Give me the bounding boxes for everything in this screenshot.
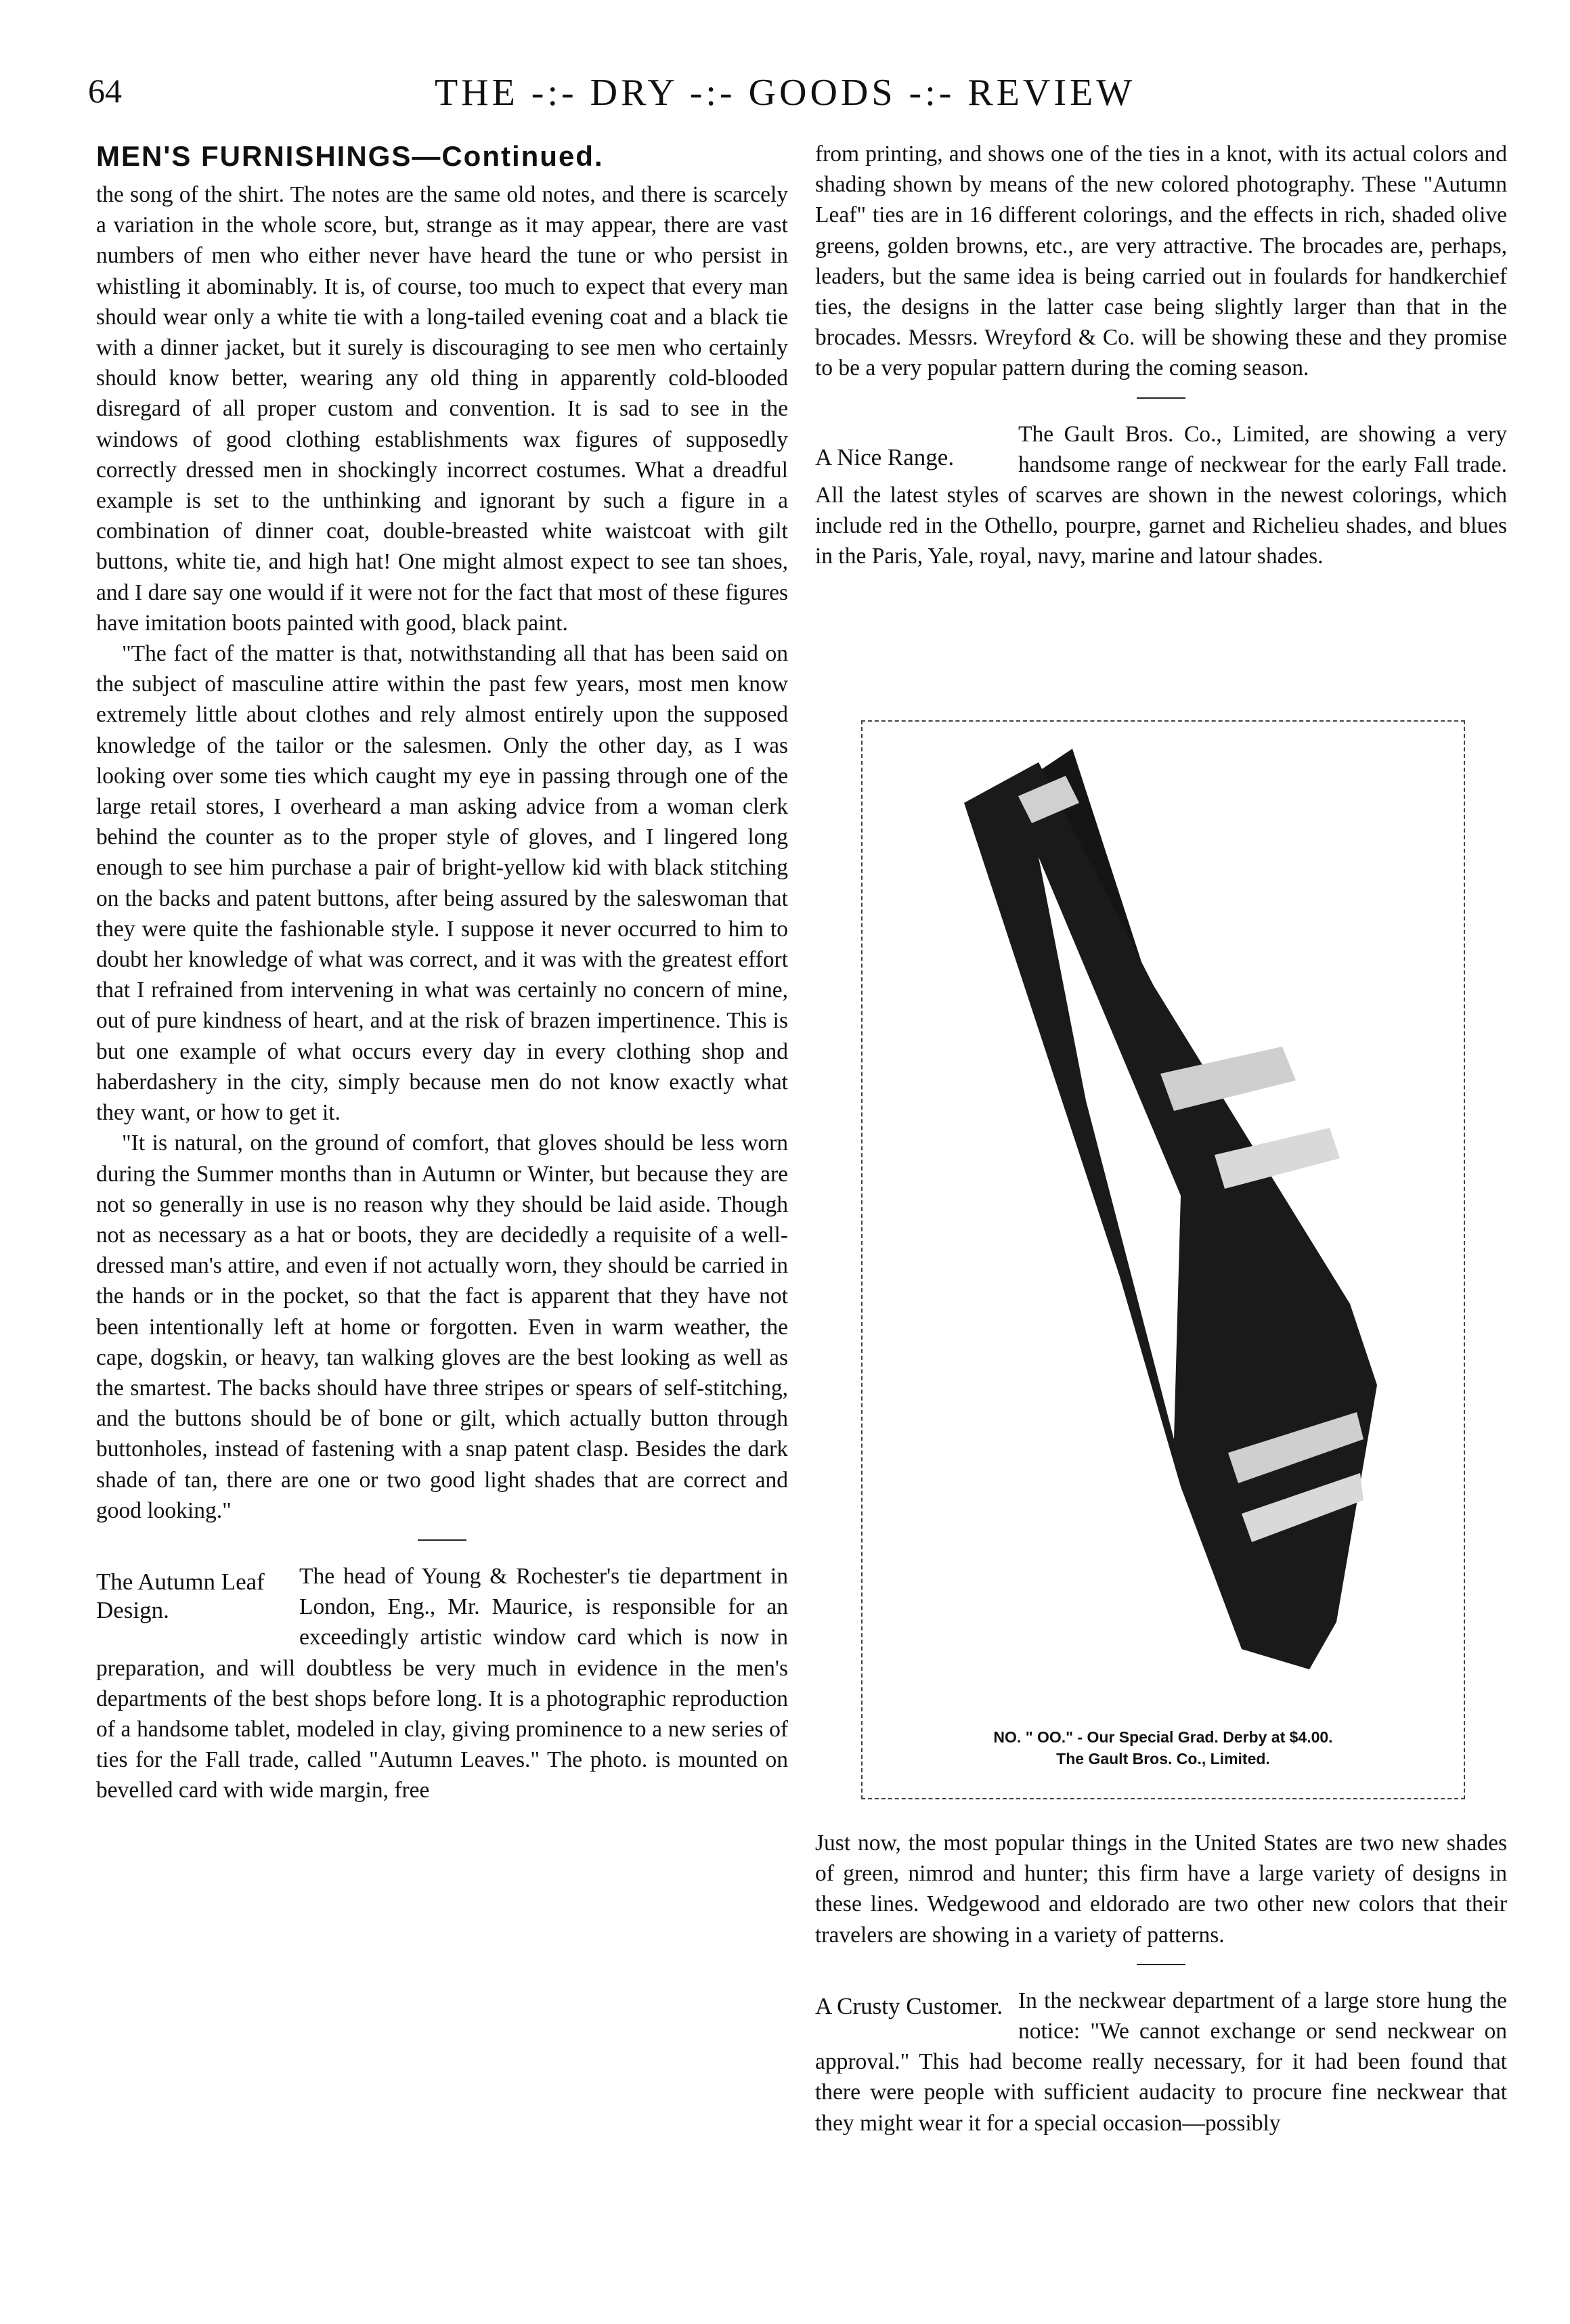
tie-illustration [861, 720, 1465, 1799]
figure-caption [863, 1726, 1464, 1770]
paragraph: The Gault Bros. Co., Limited, are showing a very handsome range of neckwear for the early Fall trade. All the latest styles of scarves are shown in the newest colorings, which include red in the Othello, pourpre, garnet and Richelieu shades, and blues in the Paris, Yale, royal, navy, marine and latour shades. [815, 421, 1507, 569]
paragraph: the song of the shirt. The notes are the same old notes, and there is scarcely a variation in the whole score, but, strange as it may appear, there are vast numbers of men who either never have heard the tune or who persist in whistling it abominably. It is, of course, too much to expect that every man should wear only a white tie with a long-tailed evening coat and a black tie with a dinner jacket, but it surely is discouraging to see men who certainly should know better, wearing any old thing in apparently cold-blooded disregard of all proper custom and convention. It is sad to see in the windows of good clothing establishments wax figures of supposedly correctly dressed men in shockingly incorrect costumes. What a dreadful example is set to the unthinking and ignorant by such a figure in a combination of dinner coat, double-breasted white waistcoat with gilt buttons, white tie, and high hat! One might almost expect to see tan shoes, and I dare say one would if it were not for the fact that most of these figures have imitation boots painted with good, black paint. [96, 182, 788, 636]
paragraph: from printing, and shows one of the ties in a knot, with its actual colors and shading shown by means of the new colored photography. These "Autumn Leaf" ties are in 16 different colorings, and the effects in rich, shaded olive greens, golden browns, etc., are very attractive. The brocades are, perhaps, leaders, but the same idea is being carried out in foulards for handkerchief ties, the designs in the latter case being slightly larger than that in the brocades. Messrs. Wreyford & Co. will be showing these and they promise to be a very popular pattern during the coming season. [815, 141, 1507, 381]
paragraph: In the neckwear department of a large store hung the notice: "We cannot exchange or send neckwear on approval." This had become really necessary, for it had been found that there were people with sufficient audacity to procure fine neckwear that they might wear it for a special occasion—possibly [815, 1988, 1507, 2136]
section-divider [1137, 1964, 1185, 1965]
caption-line: The Gault Bros. Co., Limited. [1056, 1750, 1270, 1768]
page-title: THE -:- DRY -:- GOODS -:- REVIEW [434, 72, 1136, 114]
paragraph: "The fact of the matter is that, notwithstanding all that has been said on the subject of masculine attire within the past few years, most men know extremely little about clothes and rely almost entirely upon the supposed knowledge of the tailor or the salesmen. Only the other day, as I was looking over some ties which caught my eye in passing through one of the large retail stores, I overheard a man asking advice from a woman clerk behind the counter as to the proper style of gloves, and I lingered long enough to see him purchase a pair of bright-yellow kid with black stitching on the backs and patent buttons, after being assured by the saleswoman that they were quite the fashionable style. I suppose it never occurred to him to doubt her knowledge of what was correct, and it was with the greatest effort that I refrained from intervening in what was certainly no concern of mine, out of pure kindness of heart, and at the risk of brazen impertinence. This is but one example of what occurs every day in every clothing shop and haberdashery in the city, simply because men do not know exactly what they want, or how to get it. [96, 641, 788, 1126]
right-column [815, 139, 1507, 572]
necktie-image [863, 722, 1464, 1798]
section-divider [1137, 397, 1185, 399]
page-header [0, 71, 1570, 125]
section-divider [418, 1539, 466, 1541]
paragraph: The head of Young & Rochester's tie department in London, Eng., Mr. Maurice, is responsible for an exceedingly artistic window card which is now in preparation, and will doubtless be very much in evidence in the men's departments of the best shops before long. It is a photographic reproduction of a handsome tablet, modeled in clay, giving prominence to a new series of ties for the Fall trade, called "Autumn Leaves." The photo. is mounted on bevelled card with wide margin, free [96, 1563, 788, 1803]
paragraph: Just now, the most popular things in the United States are two new shades of green, nimrod and hunter; this firm have a large variety of designs in these lines. Wedgewood and eldorado are two other new colors that their travelers are showing in a variety of patterns. [815, 1830, 1507, 1948]
caption-line: NO. " OO." - Our Special Grad. Derby at $4.00. [993, 1728, 1333, 1746]
page-number: 64 [88, 72, 122, 110]
paragraph: "It is natural, on the ground of comfort, that gloves should be less worn during the Summer months than in Autumn or Winter, but because they are not so generally in use is no reason why they should be laid aside. Though not as necessary as a hat or boots, they are decidedly a requisite of a well-dressed man's attire, and even if not actually worn, they should be carried in the hands or in the pocket, so that the fact is apparent that they have not been intentionally left at home or forgotten. Even in warm weather, the cape, dogskin, or heavy, tan walking gloves are the best looking as well as the smartest. The backs should have three stripes or spears of self-stitching, and the buttons should be of bone or gilt, which actually button through buttonholes, instead of fastening with a snap patent clasp. Besides the dark shade of tan, there are one or two good light shades that are correct and good looking." [96, 1131, 788, 1523]
right-column-lower [815, 1828, 1507, 2139]
left-column [96, 139, 788, 1806]
side-heading: A Crusty Customer. [815, 1992, 1003, 2019]
side-heading: The Autumn Leaf Design. [96, 1568, 265, 1623]
side-heading: A Nice Range. [815, 443, 955, 470]
section-title: MEN'S FURNISHINGS—Continued. [96, 140, 604, 172]
